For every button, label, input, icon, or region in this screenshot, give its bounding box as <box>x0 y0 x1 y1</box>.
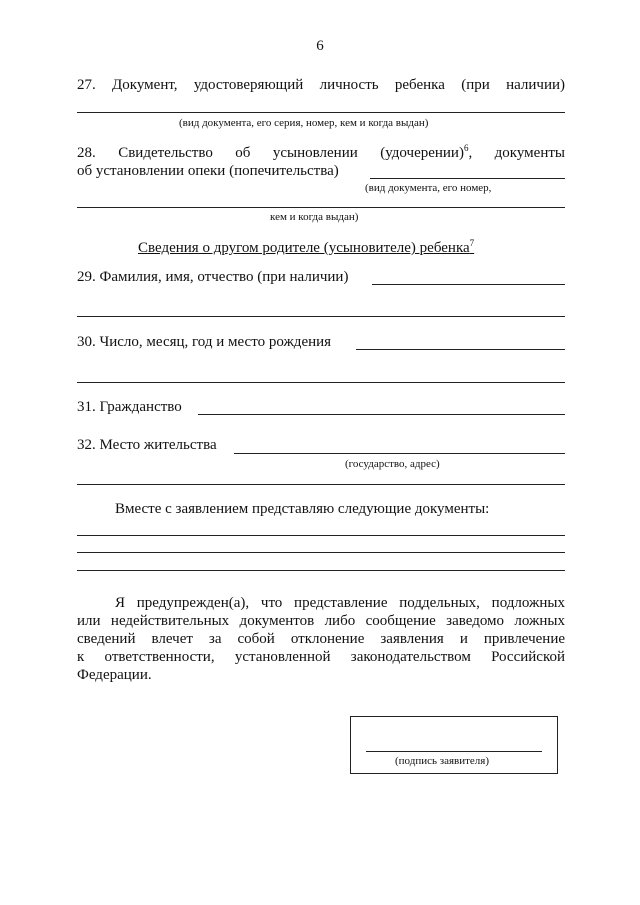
signature-line[interactable] <box>366 751 542 752</box>
item-28-fill-line-1[interactable] <box>370 178 565 179</box>
item-27-label: 27. Документ, удостоверяющий личность ребенка (при наличии) <box>77 77 565 93</box>
documents-line-1[interactable] <box>77 535 565 536</box>
item-32-fill-line-1[interactable] <box>234 453 565 454</box>
warning-line-4: к ответственности, установленной законодательством Российской <box>77 649 565 665</box>
footnote-ref-6: 6 <box>463 143 469 153</box>
item-30-fill-line-1[interactable] <box>356 349 565 350</box>
item-28-caption-1: (вид документа, его номер, <box>365 182 492 194</box>
item-29-fill-line-2[interactable] <box>77 316 565 317</box>
item-30-fill-line-2[interactable] <box>77 382 565 383</box>
item-29-label: 29. Фамилия, имя, отчество (при наличии) <box>77 269 349 285</box>
item-28-fill-line-2[interactable] <box>77 207 565 208</box>
footnote-ref-7: 7 <box>469 238 475 248</box>
warning-line-5: Федерации. <box>77 667 152 683</box>
item-27-caption: (вид документа, его серия, номер, кем и когда выдан) <box>179 117 429 129</box>
item-31-fill-line[interactable] <box>198 414 565 415</box>
item-30-label: 30. Число, месяц, год и место рождения <box>77 334 332 350</box>
item-28-label-line2: об установлении опеки (попечительства) <box>77 163 339 179</box>
item-29-fill-line-1[interactable] <box>372 284 565 285</box>
warning-line-3: сведений влечет за собой отклонение заявления и привлечение <box>77 631 565 647</box>
item-28-caption-2: кем и когда выдан) <box>270 211 359 223</box>
documents-statement: Вместе с заявлением представляю следующие документы: <box>115 501 490 517</box>
item-32-label: 32. Место жительства <box>77 437 217 453</box>
page-number: 6 <box>316 38 324 54</box>
documents-line-2[interactable] <box>77 552 565 553</box>
item-31-label: 31. Гражданство <box>77 399 182 415</box>
signature-caption: (подпись заявителя) <box>395 755 490 767</box>
item-28-label-line1: 28. Свидетельство об усыновлении (удочерении)$^6$, документы <box>77 143 565 161</box>
documents-line-3[interactable] <box>77 570 565 571</box>
warning-line-1: Я предупрежден(а), что представление поддельных, подложных <box>115 595 565 611</box>
item-32-caption: (государство, адрес) <box>345 458 440 470</box>
item-27-fill-line[interactable] <box>77 112 565 113</box>
warning-line-2: или недействительных документов либо сообщение заведомо ложных <box>77 613 565 629</box>
section-heading-other-parent: Сведения о другом родителе (усыновителе) ребенка$^7$ <box>138 238 475 256</box>
item-32-fill-line-2[interactable] <box>77 484 565 485</box>
